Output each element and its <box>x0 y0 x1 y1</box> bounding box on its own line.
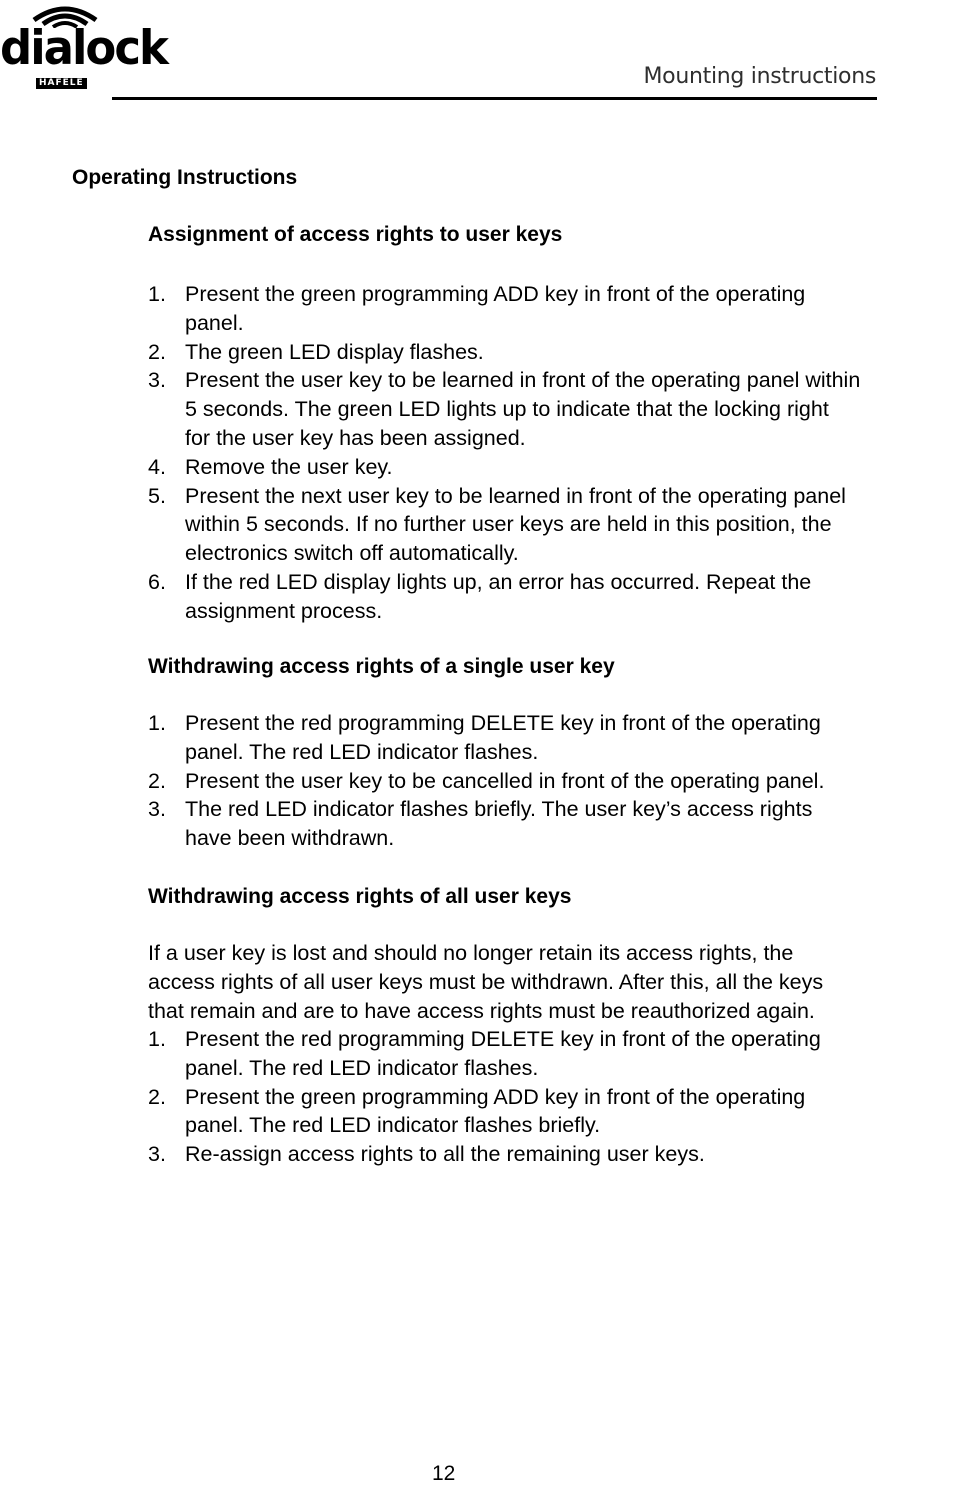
header-divider <box>112 97 877 100</box>
page-header <box>0 0 968 110</box>
withdraw-all-intro: If a user key is lost and should no longer retain its access rights, the access rights of all user keys must be withdrawn. After this, all the keys that remain and are to have access rights must be reauthorized again. <box>148 941 824 1023</box>
assignment-steps <box>148 280 968 626</box>
list-item <box>148 709 968 767</box>
step-number: 6. <box>148 569 166 594</box>
step-number: 3. <box>148 797 166 822</box>
step-number: 3. <box>148 368 166 393</box>
step-number: 5. <box>148 483 166 508</box>
section-heading-withdraw-single: Withdrawing access rights of a single user key <box>148 655 615 678</box>
step-text: Re-assign access rights to all the remaining user keys. <box>185 1142 705 1167</box>
step-text: Present the user key to be cancelled in front of the operating panel. <box>185 768 825 793</box>
list-item <box>148 1025 968 1083</box>
list-item <box>148 795 968 853</box>
dialock-logo <box>0 0 167 96</box>
withdraw-single-steps <box>148 709 968 853</box>
step-number: 1. <box>148 1027 166 1051</box>
logo-brand-mark: HÄFELE <box>36 78 87 89</box>
step-text: Present the red programming DELETE key in front of the operating panel. The red LED indicator flashes. <box>185 711 821 764</box>
list-item <box>148 1140 968 1169</box>
page-number: 12 <box>432 1462 456 1485</box>
step-number: 2. <box>148 339 166 364</box>
list-item <box>148 366 968 452</box>
step-text: Present the user key to be learned in front of the operating panel within 5 seconds. The green LED lights up to indicate that the locking right for the user key has been assigned. <box>185 368 861 450</box>
step-text: Present the next user key to be learned in front of the operating panel within 5 seconds. If no further user keys are held in this position, the electronics switch off automatically. <box>185 483 846 566</box>
list-item <box>148 280 968 338</box>
step-text: The green LED display flashes. <box>185 339 484 364</box>
step-text: The red LED indicator flashes briefly. The user key’s access rights have been withdrawn. <box>185 797 813 851</box>
step-text: Present the green programming ADD key in front of the operating panel. <box>185 282 806 335</box>
step-text: Present the green programming ADD key in front of the operating panel. The red LED indicator flashes briefly. <box>185 1084 806 1138</box>
logo-wordmark: dialock <box>0 19 167 76</box>
list-item <box>148 1083 968 1141</box>
withdraw-all-steps <box>148 1025 968 1169</box>
header-title: Mounting instructions <box>643 64 876 89</box>
step-text: Remove the user key. <box>185 454 393 479</box>
step-number: 2. <box>148 768 166 793</box>
step-text: If the red LED display lights up, an error has occurred. Repeat the assignment process. <box>185 569 812 623</box>
list-item <box>148 767 968 796</box>
list-item <box>148 338 968 367</box>
step-number: 1. <box>148 282 166 306</box>
page-title: Operating Instructions <box>72 166 298 189</box>
list-item <box>148 568 968 626</box>
section-heading-withdraw-all: Withdrawing access rights of all user keys <box>148 885 572 908</box>
step-number: 1. <box>148 711 166 735</box>
step-number: 4. <box>148 454 166 479</box>
step-number: 2. <box>148 1084 166 1109</box>
step-number: 3. <box>148 1142 166 1167</box>
list-item <box>148 482 968 568</box>
section-heading-assignment: Assignment of access rights to user keys <box>148 223 563 246</box>
step-text: Present the red programming DELETE key in front of the operating panel. The red LED indicator flashes. <box>185 1027 821 1080</box>
list-item <box>148 453 968 482</box>
